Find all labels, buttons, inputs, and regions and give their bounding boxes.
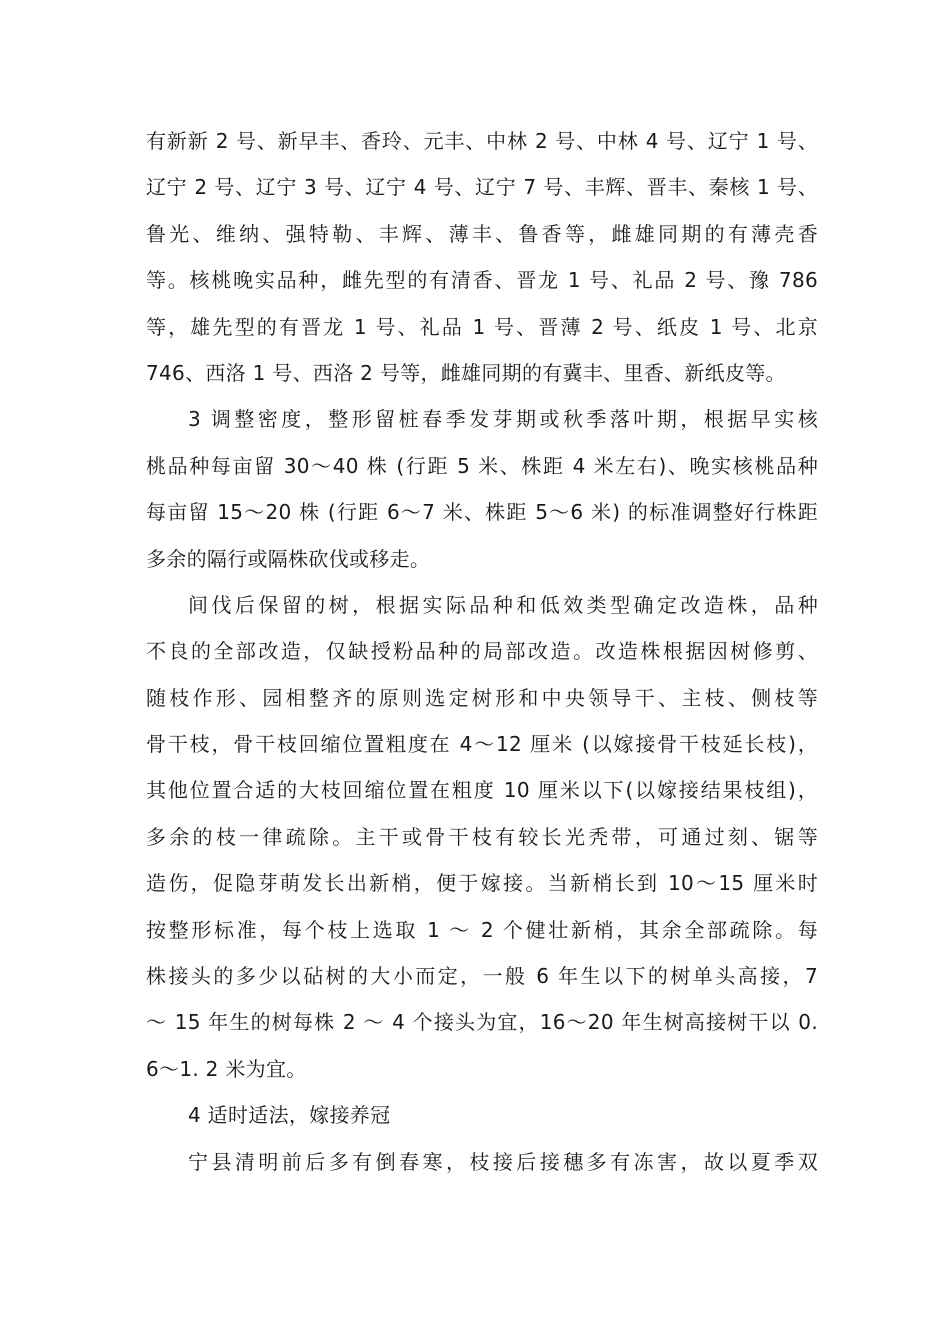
text-line: 骨干枝，骨干枝回缩位置粗度在 4～12 厘米 (以嫁接骨干枝延长枝)， [146,732,818,757]
text-line: 等。核桃晚实品种，雌先型的有清香、晋龙 1 号、礼品 2 号、豫 786 [146,268,818,293]
text-line: ～ 15 年生的树每株 2 ～ 4 个接头为宜，16～20 年生树高接树干以 0. [146,1010,818,1035]
paragraph-retained-trees [146,582,818,1092]
text-line: 等，雄先型的有晋龙 1 号、礼品 1 号、晋薄 2 号、纸皮 1 号、北京 [146,314,818,339]
text-line: 桃品种每亩留 30～40 株 (行距 5 米、株距 4 米左右)、晚实核桃品种 [146,453,818,478]
paragraph-adjust-density [146,396,818,582]
paragraph-spring-cold [146,1139,818,1185]
text-line: 造伤，促隐芽萌发长出新梢，便于嫁接。当新梢长到 10～15 厘米时 [146,871,818,896]
paragraph-varieties-continued [146,118,818,396]
text-line: 6～1. 2 米为宜。 [146,1056,307,1081]
body-text [146,118,818,1185]
text-line: 宁县清明前后多有倒春寒，枝接后接穗多有冻害，故以夏季双 [188,1149,818,1174]
text-line: 不良的全部改造，仅缺授粉品种的局部改造。改造株根据因树修剪、 [146,639,818,664]
section-heading: 4 适时适法，嫁接养冠 [188,1103,391,1128]
section-heading-grafting [146,1092,818,1138]
text-line: 间伐后保留的树，根据实际品种和低效类型确定改造株，品种 [188,592,818,617]
text-line: 746、西洛 1 号、西洛 2 号等，雌雄同期的有冀丰、里香、新纸皮等。 [146,360,786,385]
text-line: 多余的隔行或隔株砍伐或移走。 [146,546,431,571]
text-line: 随枝作形、园相整齐的原则选定树形和中央领导干、主枝、侧枝等 [146,685,818,710]
text-line: 按整形标准，每个枝上选取 1 ～ 2 个健壮新梢，其余全部疏除。每 [146,917,818,942]
text-line: 株接头的多少以砧树的大小而定，一般 6 年生以下的树单头高接，7 [146,964,818,989]
text-line: 3 调整密度，整形留桩春季发芽期或秋季落叶期，根据早实核 [188,407,818,432]
text-line: 鲁光、维纳、强特勒、丰辉、薄丰、鲁香等，雌雄同期的有薄壳香 [146,221,818,246]
text-line: 其他位置合适的大枝回缩位置在粗度 10 厘米以下(以嫁接结果枝组)， [146,778,818,803]
text-line: 辽宁 2 号、辽宁 3 号、辽宁 4 号、辽宁 7 号、丰辉、晋丰、秦核 1 号、 [146,175,818,200]
text-line: 有新新 2 号、新早丰、香玲、元丰、中林 2 号、中林 4 号、辽宁 1 号、 [146,129,818,153]
text-line: 每亩留 15～20 株 (行距 6～7 米、株距 5～6 米) 的标准调整好行株距 [146,500,818,525]
text-line: 多余的枝一律疏除。主干或骨干枝有较长光秃带，可通过刻、锯等 [146,824,818,849]
